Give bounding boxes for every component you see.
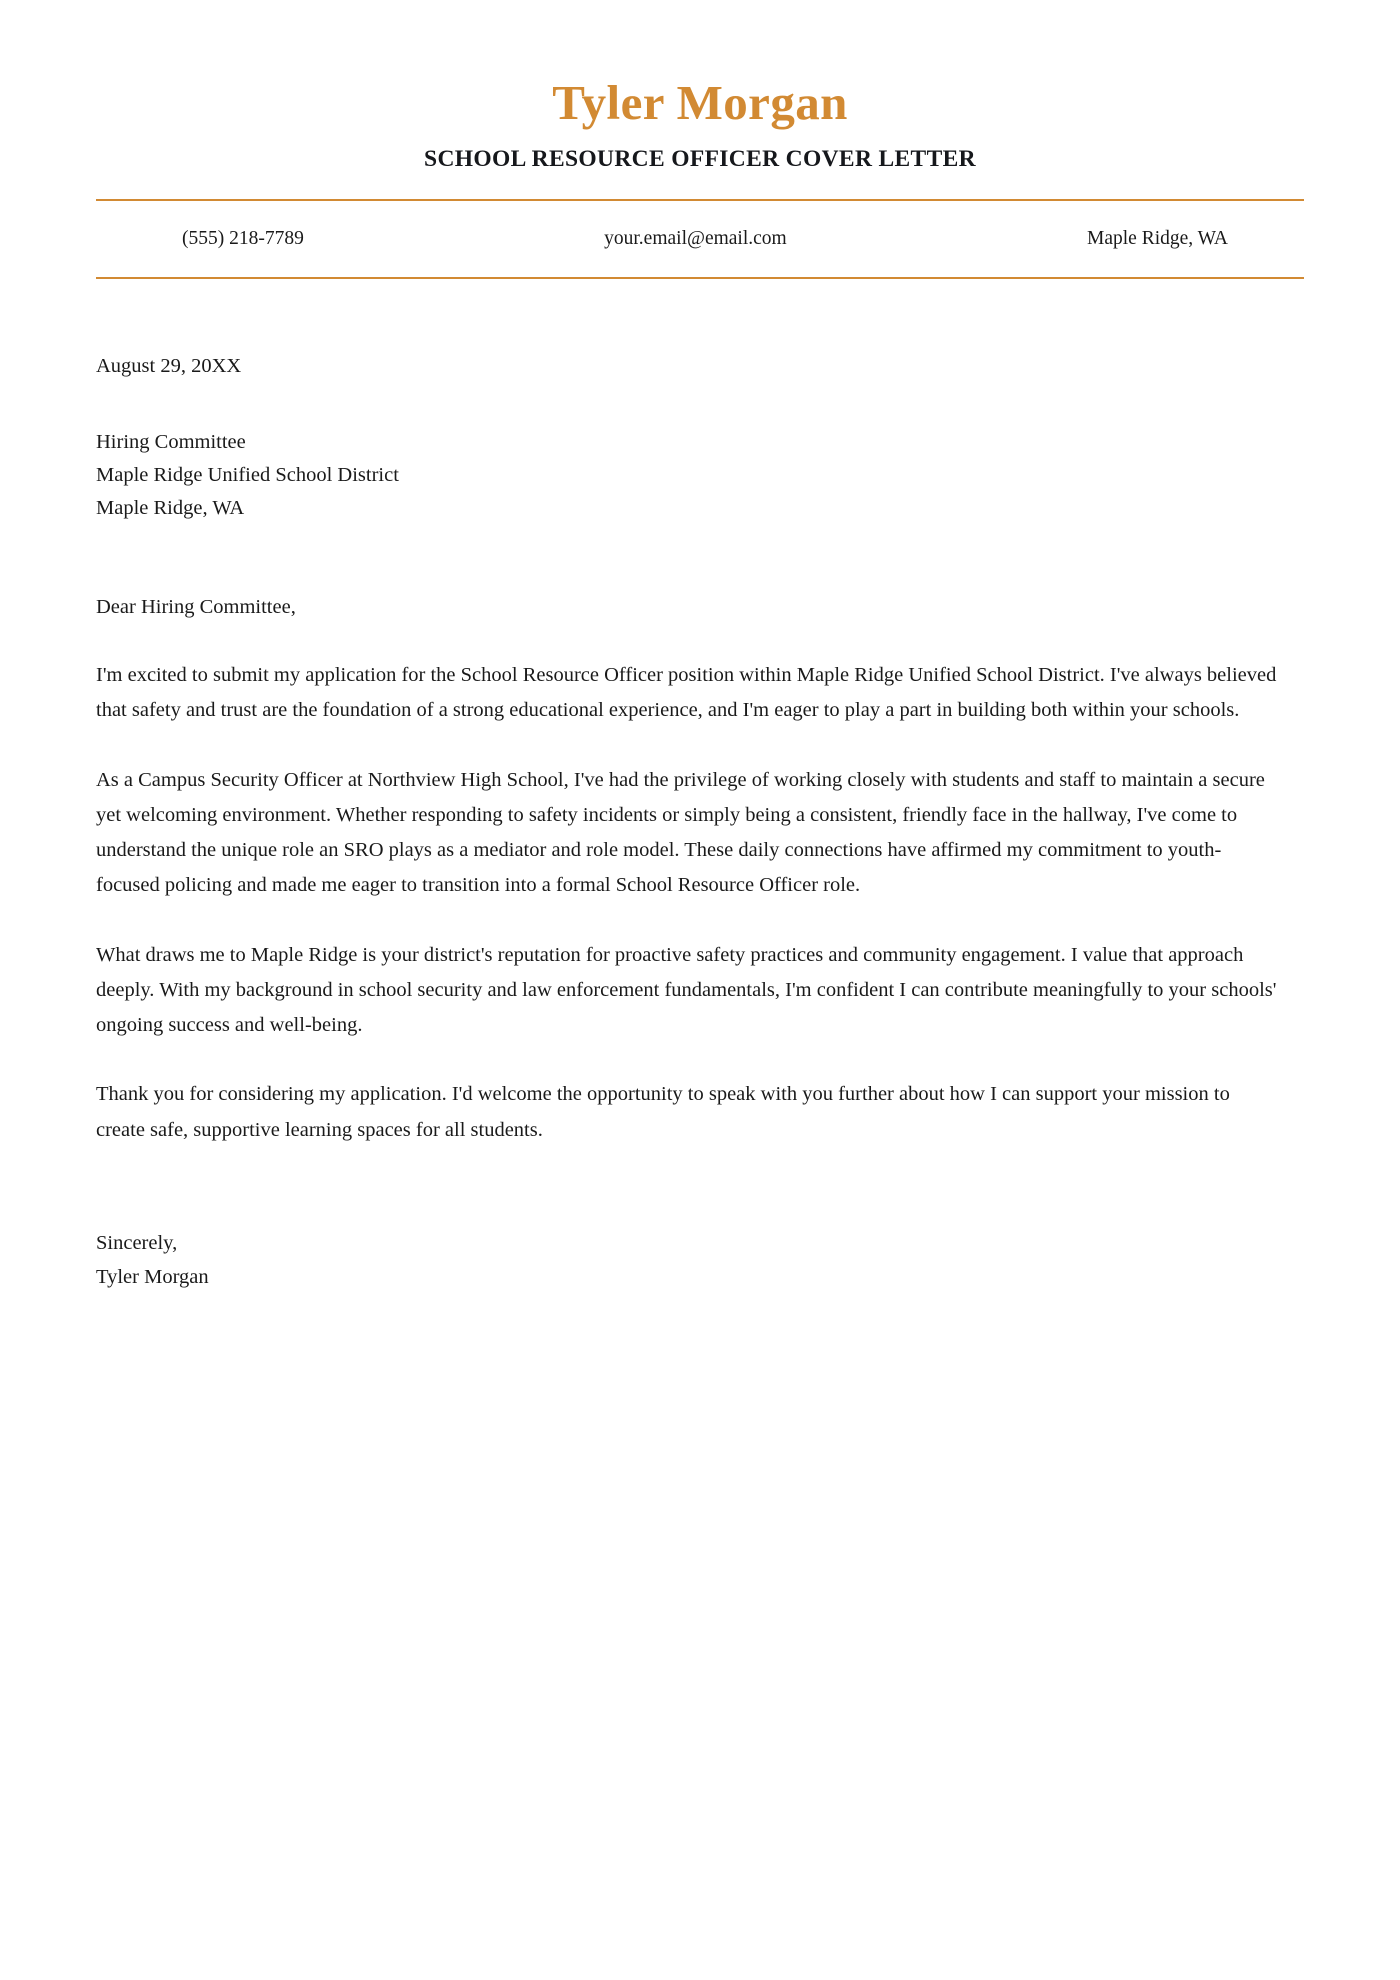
recipient-organization: Maple Ridge Unified School District <box>96 464 399 487</box>
body-paragraph: As a Campus Security Officer at Northview High School, I've had the privilege of working closely with students and staff to maintain a secure yet welcoming environment. Whether responding to safety incidents or simply being a consistent, friendly face in the hallway, I've come to understand the unique role an SRO plays as a mediator and role model. These daily connections have affirmed my commitment to youth-focused policing and made me eager to transition into a formal School Resource Officer role. <box>96 768 1265 897</box>
letter-body <box>96 279 1304 1295</box>
contact-email: your.email@email.com <box>604 228 787 250</box>
recipient-name: Hiring Committee <box>96 430 246 453</box>
recipient-location: Maple Ridge, WA <box>96 497 245 520</box>
salutation: Dear Hiring Committee, <box>96 596 296 619</box>
body-paragraph: Thank you for considering my application. I'd welcome the opportunity to speak with you further about how I can support your mission to create safe, supportive learning spaces for all students. <box>96 1083 1230 1141</box>
contact-phone: (555) 218-7789 <box>182 228 304 250</box>
signature-name: Tyler Morgan <box>96 1266 209 1289</box>
letter-header <box>96 0 1304 173</box>
contact-location: Maple Ridge, WA <box>1087 228 1228 250</box>
contact-row <box>96 201 1304 277</box>
recipient-address-block <box>96 426 1304 526</box>
applicant-name: Tyler Morgan <box>552 75 848 130</box>
valediction: Sincerely, <box>96 1231 178 1254</box>
body-paragraph: I'm excited to submit my application for the School Resource Officer position within Maple Ridge Unified School District. I've always believed that safety and trust are the foundation of a strong educational experience, and I'm eager to play a part in building both within your schools. <box>96 664 1277 722</box>
body-paragraphs <box>96 658 1304 1148</box>
document-subtitle: SCHOOL RESOURCE OFFICER COVER LETTER <box>424 145 976 172</box>
letter-date: August 29, 20XX <box>96 355 242 378</box>
closing-block <box>96 1226 1304 1295</box>
body-paragraph: What draws me to Maple Ridge is your district's reputation for proactive safety practices and community engagement. I value that approach deeply. With my background in school security and law enforcement fundamentals, I'm confident I can contribute meaningfully to your schools' ongoing success and well-being. <box>96 943 1277 1037</box>
